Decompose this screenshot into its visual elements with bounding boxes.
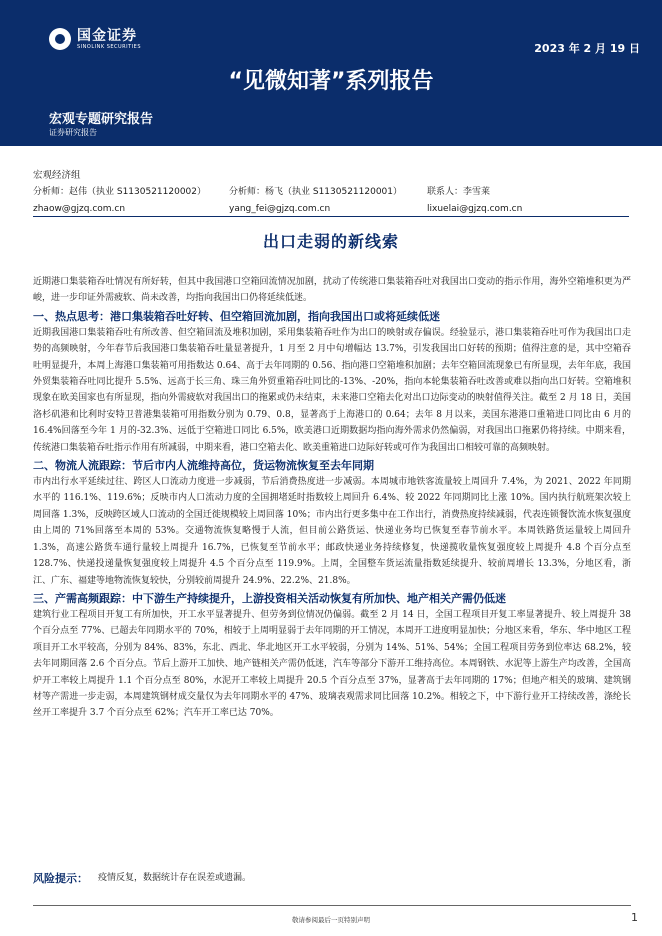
intro-paragraph: 近期港口集装箱吞吐情况有所好转，但其中我国港口空箱回流情况加剧，扰动了传统港口集装箱吞吐对我国出口变动的指示作用，海外空箱堆积更为严峻，进一步印证外需疲软、尚未改善，均指向我国出口仍将延续低迷。 [33,277,631,304]
page-number: 1 [631,911,638,924]
risk-text: 疫情反复，数据统计存在误差或遗漏。 [98,873,252,883]
analyst-block [33,167,633,218]
contact-person [427,184,627,218]
section-1-body: 近期我国港口集装箱吞吐有所改善、但空箱回流及堆积加剧，采用集装箱吞吐作为出口的映射或存偏误。经验显示，港口集装箱吞吐可作为我国出口走势的高频映射，今年春节后我国港口集装箱吞吐量显著提升，1 月至 2 月中旬增幅达 13.7%，引发我国出口好转的预期；值得注意的是，其中空箱吞吐明显提升，本周上海港口集装箱可用指数达 0.64、高于去年同期的 0.56、指向港口空箱堆积加剧；去年空箱回流现象已有所显现，去年年底，我国外贸集装箱吞吐同比提升 5.5%、远高于长三角、珠三角外贸重箱吞吐同比的-13%、-20%，指向本轮集装箱吞吐改善或难以指向出口好转。空箱堆积现象在欧美国家也有所显现，指向外需疲软对我国出口的拖累或仍未结束，未来港口空箱去化对出口边际变动的映射值得关注。截至 2 月 18 日，美国洛杉矶港和比利时安特卫普港集装箱可用指数分别为 0.79、0.8，显著高于上海港口的 0.64；去年 8 月以来，美国东港港口重箱进口同比由 6 月的 16.4%回落至今年 1 月的-32.3%、远低于空箱进口同比 6.5%，欧美港口近期数据均指向海外需求仍然偏弱，对我国出口拖累仍将持续。中期来看，传统港口集装箱吞吐指示作用有所减弱，中期来看，港口空箱去化、欧美重箱进口边际好转或可作为我国出口相较可靠的高频映射。 [33,327,631,453]
analyst-1 [33,184,229,218]
logo-mark-icon [49,28,71,50]
risk-warning [33,870,631,887]
report-type: 宏观专题研究报告 [49,112,154,127]
risk-heading: 风险提示： [33,872,88,885]
company-logo [49,28,141,50]
analyst-1-email[interactable]: zhaow@gjzq.com.cn [33,204,126,214]
analyst-2-email[interactable]: yang_fei@gjzq.com.cn [229,204,331,214]
logo-cn-text: 国金证券 [77,27,137,44]
contact-email[interactable]: lixuelai@gjzq.com.cn [427,204,523,214]
section-3-body: 建筑行业工程项目开复工有所加快，开工水平显著提升、但劳务到位情况仍偏弱。截至 2 月 14 日，全国工程项目开复工率显著提升、较上周提升 38 个百分点至 77%、已超去年同期水平的 70%，相较于上周明显弱于去年同期的开工情况，本周开工进度明显加快；分地区来看，华东、华中地区工程项目开工水平较高，分别为 84%、83%，东北、西北、华北地区开工水平较弱，分别为 14%、51%、54%；全国工程项目劳务到位率达 68.2%，较去年同期回落 2.6 个百分点。节后上游开工加快、地产链相关产需仍低迷，汽车等部分下游开工维持高位。本周钢铁、水泥等上游生产均改善，全国高炉开工率较上周提升 1.1 个百分点至 80%，水泥开工率较上周提升 20.5 个百分点至 37%，显著高于去年同期的 17%；但地产相关的玻璃、建筑钢材等产需进一步走弱，本周建筑钢材成交量仅为去年同期水平的 47%、玻璃表观需求同比回落 10.2%。相较之下，中下游行业开工持续改善，涤纶长丝开工率提升 3.7 个百分点至 62%；汽车开工率已达 70%。 [33,609,631,719]
contact-name: 联系人：李雪莱 [427,187,491,197]
footer-divider [33,905,631,906]
report-body [33,274,631,722]
divider [33,216,629,217]
team-name: 宏观经济组 [33,170,81,181]
footer-disclaimer: 敬请参阅最后一页特别声明 [292,916,370,924]
header-band [0,0,662,146]
series-title: “见微知著”系列报告 [228,69,434,94]
section-3-heading: 三、产需高频跟踪：中下游生产持续提升，上游投资相关活动恢复有所加快、地产相关产需仍低迷 [33,591,506,605]
analyst-2-name: 分析师：杨飞（执业 S1130521120001） [229,187,403,197]
report-subtype: 证券研究报告 [49,128,97,137]
analyst-1-name: 分析师：赵伟（执业 S1130521120002） [33,187,207,197]
report-title: 出口走弱的新线索 [262,232,399,251]
section-2-body: 市内出行水平延续过往、跨区人口流动力度进一步减弱，节后消费热度进一步减弱。本周城市地铁客流量较上周回升 7.4%，为 2021、2022 年同期水平的 116.1%、119.6%；反映市内人口流动力度的全国拥堵延时指数较上周回升 6.4%、较 2022 年同期同比上涨 10%。国内执行航班架次较上周回落 1.3%，反映跨区域人口流动的全国迁徙规模较上周回落 10%；市内出行更多集中在工作出行，消费热度持续减弱，代表连锁餐饮流水恢复强度由上周的 71%回落至本周的 53%。交通物流恢复略慢于人流，但目前公路货运、快递业务均已恢复至春节前水平。本周铁路货运量较上周回升 1.3%，高速公路货车通行量较上周提升 16.7%，已恢复至节前水平；邮政快递业务持续修复，快递揽收量恢复强度较上周提升 4.8 个百分点至 128.7%、快递投递量恢复强度较上周提升 4.5 个百分点至 119.9%。上周，全国整车货运流量指数延续提升、较前周增长 13.3%，分地区看，浙江、广东、福建等地物流恢复较快，分别较前周提升 24.9%、22.2%、21.8%。 [33,477,631,586]
report-date: 2023 年 2 月 19 日 [534,42,640,55]
section-1-heading: 一、热点思考：港口集装箱吞吐好转、但空箱回流加剧，指向我国出口或将延续低迷 [33,309,440,323]
section-2-heading: 二、物流人流跟踪：节后市内人流维持高位，货运物流恢复至去年同期 [33,459,374,473]
logo-en-text: SINOLINK SECURITIES [77,43,141,50]
analyst-2 [229,184,427,218]
